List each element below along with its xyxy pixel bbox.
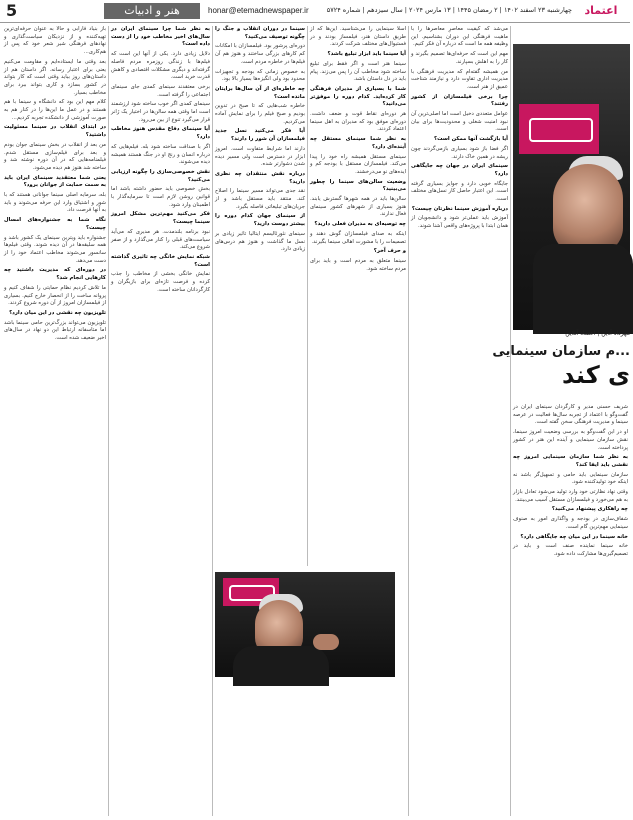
paragraph: سینما متعلق به مردم است و باید برای مردم ساخته شود.	[310, 257, 406, 272]
photo-subject-hand	[313, 634, 339, 650]
article-column-1	[4, 26, 106, 816]
article-column-2	[111, 26, 210, 816]
paragraph: چه خاطره‌ای از آن سال‌ها برایتان مانده است؟	[215, 85, 305, 100]
paragraph: باز بنیاد فارابی و حالا به عنوان حرفه‌ای‌ترین تهیه‌کننده و از نزدیکان سیاست‌گذاری و نهادهای فرهنگی شیر شعر خود که پس از هم‌کاری...	[4, 26, 106, 56]
paragraph: سینمای کمدی اگر خوب ساخته شود ارزشمند است اما وقتی همه سالن‌ها در اختیار یک ژانر قرار می‌گیرد تنوع از بین می‌رود.	[111, 101, 210, 123]
paragraph: درباره آموزش سینما نظرتان چیست؟	[411, 205, 508, 212]
paragraph: به نظر شما سینمای مستقل چه آینده‌ای دارد؟	[310, 136, 406, 150]
paragraph: می‌شد که کیفیت معاصرِ معاصرها را با ماهیت فرهنگی این دوران بشناسیم. این وظیفه همه ما است که درباره آن فکر کنیم.	[411, 26, 508, 48]
column-rule	[212, 26, 213, 816]
paragraph: بله، سرمایه اصلی سینما جوانانی هستند که با شور و اشتیاق وارد این حرفه می‌شوند و باید به آنها فرصت داد.	[4, 192, 106, 214]
paragraph: درباره نقش منتقدان چه نظری دارید؟	[215, 170, 305, 185]
paragraph: تلویزیون می‌تواند بزرگ‌ترین حامی سینما باشد اما متاسفانه ارتباط این دو نهاد در سال‌های اخیر ضعیف شده است.	[4, 319, 106, 342]
column-rule	[307, 26, 308, 566]
article-column-3	[215, 26, 305, 566]
paragraph: عوامل متعددی دخیل است اما اصلی‌ترین آن نبود امنیت شغلی و محدودیت‌ها برای بیان است.	[411, 111, 508, 133]
paragraph: اسلا سینمایی را می‌شناسید. این‌ها که از طریق داستان هنر، فیلمساز بودند و در فستیوال‌های مختلف شرکت کردند.	[310, 26, 406, 48]
paragraph: و حرف آخر؟	[373, 248, 406, 255]
paragraph: در ابتدای انقلاب در سینما مسئولیت داشتید؟	[4, 124, 106, 139]
page-header	[0, 0, 630, 23]
paragraph: شبکه نمایش خانگی چه تاثیری گذاشته است؟	[111, 253, 210, 268]
paragraph: چه توصیه‌ای به مدیران فعلی دارید؟	[314, 221, 406, 228]
article-column-6	[513, 404, 628, 816]
photo-subject-body	[233, 646, 329, 686]
paragraph: دلایل زیادی دارد. یکی از آنها این است که فیلم‌ها با زندگی روزمره مردم فاصله گرفته‌اند و دیگری مشکلات اقتصادی و کاهش قدرت خرید است.	[111, 51, 210, 81]
paragraph: بخش خصوصی باید حضور داشته باشد اما قوانین روشن لازم است تا سرمایه‌گذار با اطمینان وارد شود.	[111, 186, 210, 208]
paragraph: مهم این است که حرفه‌ای‌ها تصمیم بگیرند و کار را به اهلش بسپارند.	[411, 51, 508, 65]
interview-photo	[513, 44, 630, 330]
paragraph: وضعیت سالن‌های سینما را چطور می‌بینید؟	[310, 178, 406, 193]
paragraph: به خصوص زمانی که بودجه و تجهیزات محدود بود ولی انگیزه‌ها بسیار بالا بود.	[215, 68, 305, 83]
column-rule	[108, 26, 109, 816]
paragraph: خانه سینما نماینده صنف است و باید در تصمیم‌گیری‌ها مشارکت داده شود.	[513, 543, 628, 557]
photo-caption: مهرداد آذین | اعتماد آنلاین	[565, 330, 630, 337]
paragraph: به نظر شما سازمان سینمایی امروز چه نقشی باید ایفا کند؟	[513, 454, 628, 468]
paragraph: سینما در دوران انقلاب و جنگ را چگونه توصیف می‌کنید؟	[215, 26, 305, 40]
paragraph: آموزش باید عملی‌تر شود و دانشجویان از همان ابتدا با پروژه‌های واقعی آشنا شوند.	[411, 215, 508, 230]
column-text	[411, 26, 508, 231]
paragraph: شما با بسیاری از مدیران فرهنگی کار کرده‌اید. کدام دوره را موفق‌تر می‌دانید؟	[310, 85, 406, 108]
paragraph: اگر با صداقت ساخته شود بله. فیلم‌هایی که درباره انسان و رنج او در جنگ هستند همیشه دیده می‌شوند.	[111, 143, 210, 166]
paragraph: آیا سینما باید ابزار تبلیغ باشد؟	[327, 51, 406, 58]
paragraph: خانه سینما در این میان چه جایگاهی دارد؟	[520, 533, 628, 540]
photo-subject-face	[553, 164, 623, 254]
paragraph: در دوره‌ای که مدیریت داشتید چه کارهایی انجام شد؟	[4, 267, 106, 282]
paragraph: سازمان سینمایی باید حامی و تسهیل‌گر باشد نه اینکه خود تولیدکننده شود.	[513, 471, 628, 486]
column-rule	[408, 26, 409, 816]
paragraph: ما تلاش کردیم نظام حمایتی را شفاف کنیم و پروانه ساخت را از انحصار خارج کنیم. بسیاری از فیلمسازان امروز از آن دوره شروع کردند.	[4, 284, 106, 307]
article-bottom-block	[215, 682, 406, 816]
paragraph: یعنی شما معتقدید سینمای ایران باید به سمت حمایت از جوانان برود؟	[4, 174, 106, 189]
paragraph: نقش خصوصی‌سازی را چگونه ارزیابی می‌کنید؟	[111, 168, 210, 183]
paragraph: خاطره شب‌هایی که تا صبح در تدوین بودیم و صبح فیلم را برای نمایش آماده می‌کردیم.	[215, 103, 305, 125]
column-text	[215, 26, 305, 254]
paragraph: شفاف‌سازی در بودجه و واگذاری امور به صنوف سینمایی مهم‌ترین گام است.	[513, 516, 628, 530]
page-number: 5	[6, 1, 18, 20]
column-text	[310, 26, 406, 273]
paragraph: بعد وقتی ما ایستاده‌ایم و مقاومت می‌کنیم یعنی برای اعتبار رسانه. اگر داستان هم از داستان‌های روز بیاید وقتی است که کار بتواند در کشور بسازد و کاری بتواند ببرد برای مخاطب بسیار.	[4, 58, 106, 96]
paragraph: او در این گفت‌وگو به بررسی وضعیت امروز سینما، نقش سازمان سینمایی و آینده این هنر در کشور پرداخته است.	[513, 429, 628, 451]
photo-subject-body	[533, 244, 633, 334]
paragraph: تلویزیون چه نقشی در این میان دارد؟	[9, 309, 106, 316]
paragraph: نقد جدی می‌تواند مسیر سینما را اصلاح کند. منتقد باید مستقل باشد و از جریان‌های تبلیغاتی فاصله بگیرد.	[215, 188, 305, 210]
article-column-5	[411, 26, 508, 816]
paragraph: چه راهکاری پیشنهاد می‌کنید؟	[551, 506, 628, 513]
section-label: هنر و ادبیات	[104, 3, 200, 19]
paragraph: من همیشه گفته‌ام که مدیریت فرهنگی با مدیریت اداری تفاوت دارد و نیازمند شناخت عمیق از هنر است.	[411, 68, 508, 90]
paragraph: سینمای ایران در جهان چه جایگاهی دارد؟	[411, 163, 508, 177]
column-rule	[510, 26, 511, 816]
headline-line-2: ی کند	[562, 361, 630, 389]
paragraph: من بعد از انقلاب در بخش سینمای جوان بودم و بعد برای فیلم‌سازی مستقل شدم. فیلمنامه‌هایی که در آن دوره نوشته شد و ساخته شد هنوز هم دیده می‌شود.	[4, 141, 106, 171]
column-text	[513, 404, 628, 559]
paragraph: کلام مهم این بود که دانشگاه و سینما با هم هستند و در عمل ما این‌ها را در کنار هم به صورت آموزشی از دانشکده تجربه کردیم...	[4, 99, 106, 121]
paragraph: اینکه به صدای فیلمسازان گوش دهند و تصمیمات را با مشورت اهالی سینما بگیرند.	[310, 230, 406, 245]
section-email[interactable]: honar@etemadnewspaper.ir	[208, 6, 309, 15]
paragraph: آیا فکر می‌کنید نسل جدید فیلمسازان آن شور را دارند؟	[215, 128, 305, 143]
paragraph: نگاه شما به جشنواره‌های امسال چیست؟	[4, 217, 106, 231]
paragraph: جایگاه خوبی دارد و جوایز بسیاری گرفته است. این اعتبار حاصل کار نسل‌های مختلف است.	[411, 180, 508, 203]
paragraph: آیا بازگشت آنها ممکن است؟	[434, 136, 508, 143]
paragraph: جشنواره باید ویترین سینمای یک کشور باشد و همه سلیقه‌ها در آن دیده شوند. وقتی فیلم‌ها سانسور می‌شوند مخاطب اعتماد خود را از دست می‌دهد.	[4, 234, 106, 264]
paragraph: چرا برخی فیلمسازان از کشور رفتند؟	[411, 93, 508, 108]
paragraph: دارند اما شرایط متفاوت است. امروز ابزار در دسترس است ولی مسیر دیده شدن دشوارتر شده.	[215, 145, 305, 168]
paragraph: سینما هنر است و اگر فقط برای تبلیغ ساخته شود مخاطب آن را پس می‌زند. پیام باید در دل داستان باشد.	[310, 60, 406, 83]
paragraph: فکر می‌کنید مهم‌ترین مشکل امروز سینما چیست؟	[111, 211, 210, 226]
paragraph: شریف حسنی مدیر و کارگردان سینمای ایران در گفت‌وگو با اعتماد از تجربه سال‌ها فعالیت در عرصه سینما و مدیریت فرهنگی سخن گفته است.	[513, 404, 628, 426]
paragraph: نمایش خانگی بخشی از مخاطب را جذب کرده و فرصت تازه‌ای برای بازیگران و کارگردانان ساخته است.	[111, 271, 210, 293]
paragraph: نبود برنامه بلندمدت. هر مدیری که می‌آید سیاست‌های قبلی را کنار می‌گذارد و از صفر شروع می‌کند.	[111, 228, 210, 251]
paragraph: اگر فضا باز شود بسیاری بازمی‌گردند چون ریشه در همین خاک دارند.	[411, 145, 508, 160]
paragraph: هر دوره‌ای نقاط قوت و ضعف داشت. دوره‌ای موفق بود که مدیران به اهل سینما اعتماد کردند.	[310, 111, 406, 133]
date-line: چهارشنبه ۲۳ اسفند ۱۴۰۲ | ۲ رمضان ۱۴۴۵ | ۱۳ مارس ۲۰۲۴ | سال سیزدهم | شماره ۵۷۲۴	[326, 6, 572, 14]
interview-photo-2	[215, 572, 395, 677]
paragraph: از سینمای جهان کدام دوره را بیشتر دوست دارید؟	[215, 213, 305, 228]
paragraph: به نظر شما چرا سینمای ایران در سال‌های اخیر مخاطب خود را از دست داده است؟	[111, 26, 210, 48]
paragraph: دوره‌ای پرشور بود. فیلمسازان با امکانات کم کارهای بزرگی ساختند و هنوز هم آن فیلم‌ها در خاطره مردم است.	[215, 43, 305, 65]
column-text	[4, 26, 106, 343]
festival-banner	[519, 104, 599, 154]
paragraph: سینمای مستقل همیشه راه خود را پیدا می‌کند. فیلمسازان مستقل با بودجه کم و ایده‌های نو می‌درخشند.	[310, 153, 406, 175]
headline-line-1: ...م سازمان سینمایی	[492, 344, 630, 359]
paragraph: وقتی نهاد نظارتی خود وارد تولید می‌شود تعادل بازار به هم می‌خورد و فیلمسازان مستقل آسیب می‌بینند.	[513, 489, 628, 503]
paragraph: سالن‌ها باید در همه شهرها گسترش یابند. هنوز بسیاری از شهرهای کشور سینمای فعال ندارند.	[310, 196, 406, 218]
paragraph: برخی معتقدند سینمای کمدی جای سینمای اجتماعی را گرفته است.	[111, 83, 210, 98]
paragraph: آیا سینمای دفاع مقدس هنوز مخاطب دارد؟	[111, 126, 210, 141]
article-column-4	[310, 26, 406, 566]
newspaper-logo: اعتماد	[584, 4, 618, 17]
paragraph: سینمای نئورئالیسم ایتالیا تاثیر زیادی بر نسل ما گذاشت و هنوز هم درس‌های زیادی دارد.	[215, 230, 305, 253]
column-text	[111, 26, 210, 295]
headline	[492, 343, 630, 401]
